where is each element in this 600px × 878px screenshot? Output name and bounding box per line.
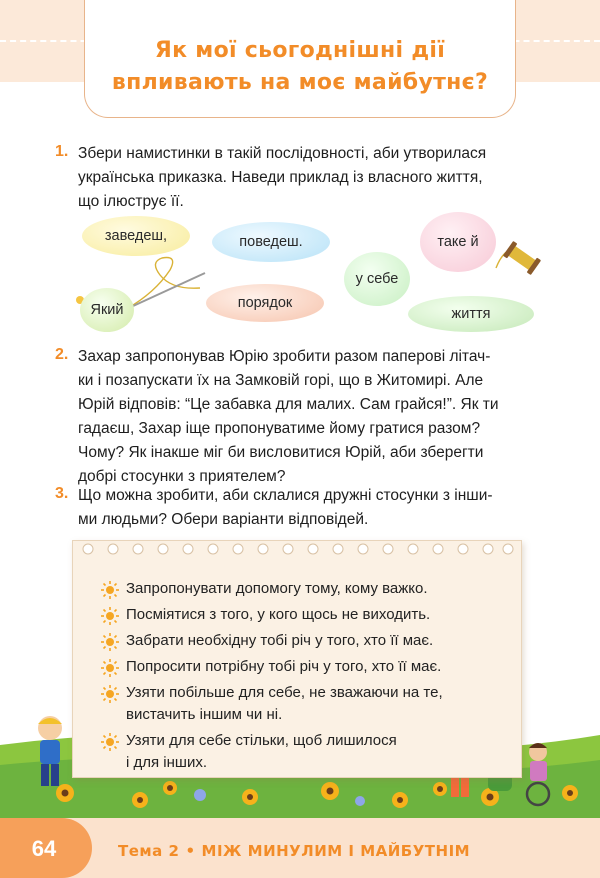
bead-label: заведеш, (104, 228, 168, 244)
bead-zhyttya[interactable] (408, 296, 534, 332)
bead-povedesh[interactable] (212, 222, 330, 262)
bead-poryadok[interactable] (206, 284, 324, 322)
bead-take[interactable] (420, 212, 496, 272)
topic-title (118, 842, 470, 860)
task-1-number: 1. (55, 143, 69, 160)
sun-bullet-icon (100, 632, 120, 652)
sun-bullet-icon (100, 732, 120, 752)
title-line-1: Як мої сьогоднішні дії (154, 38, 446, 63)
answer-option-text: Посміятися з того, у кого щось не виходить. (126, 606, 431, 623)
page-number: 64 (31, 836, 57, 861)
sun-bullet-icon (100, 684, 120, 704)
sun-bullet-icon (100, 658, 120, 678)
spool-icon (503, 241, 541, 275)
task-2-line: гадаєш, Захар іще пропонуватиме йому гратися разом? (78, 420, 481, 437)
task-2-line: Захар запропонував Юрію зробити разом паперові літач- (78, 348, 491, 365)
answer-option-text (126, 682, 443, 726)
task-1-line: українська приказка. Наведи приклад із власного життя, (78, 169, 483, 186)
bead-label: у себе (355, 271, 399, 287)
title-line-2: впливають на моє майбутнє? (111, 70, 489, 95)
sun-bullet-icon (100, 606, 120, 626)
answer-option-text: Забрати необхідну тобі річ у того, хто її має. (126, 632, 434, 649)
answer-option-3[interactable] (100, 630, 500, 652)
answer-option-5[interactable] (100, 682, 500, 726)
bead-label: поведеш. (239, 234, 303, 250)
answer-option-line: вистачить іншим чи ні. (126, 706, 283, 723)
topic-part-2: МІЖ МИНУЛИМ І МАЙБУТНІМ (201, 842, 471, 860)
bead-zavedesh[interactable] (82, 216, 190, 256)
task-2-number: 2. (55, 346, 69, 363)
answer-option-line: і для інших. (126, 754, 207, 771)
task-2-line: Чому? Як інакше міг би висловитися Юрій, аби зберегти (78, 444, 484, 461)
topic-part-1: Тема 2 (118, 842, 180, 860)
task-3-text (78, 484, 552, 532)
answer-option-1[interactable] (100, 578, 500, 600)
sun-bullet-icon (100, 580, 120, 600)
bead-label: порядок (237, 295, 293, 311)
task-2-text (78, 345, 552, 489)
task-3-number: 3. (55, 485, 69, 502)
answer-option-line: Узяти побільше для себе, не зважаючи на те, (126, 684, 443, 701)
bead-yakyi[interactable] (80, 288, 134, 332)
bead-label: життя (451, 306, 491, 322)
answer-option-text: Запропонувати допомогу тому, кому важко. (126, 580, 428, 597)
task-1-line: що ілюструє її. (78, 193, 184, 210)
task-2-line: добрі стосунки з приятелем? (78, 468, 286, 485)
answer-option-line: Узяти для себе стільки, щоб лишилося (126, 732, 397, 749)
task-2-line: ки і позапускати їх на Замковій горі, що в Житомирі. Але (78, 372, 484, 389)
answer-option-text: Попросити потрібну тобі річ у того, хто її має. (126, 658, 442, 675)
boy-left-illustration (28, 712, 72, 792)
answer-option-text (126, 730, 397, 774)
bead-label: Який (90, 302, 124, 318)
topic-separator: • (185, 842, 196, 860)
bead-label: таке й (437, 234, 479, 250)
answer-option-4[interactable] (100, 656, 500, 678)
task-1-line: Збери намистинки в такій послідовності, аби утворилася (78, 145, 487, 162)
task-3-line: ми людьми? Обери варіанти відповідей. (78, 511, 369, 528)
task-2-line: Юрій відповів: “Це забавка для малих. Сам грайся!”. Як ти (78, 396, 499, 413)
bead-ysebe[interactable] (344, 252, 410, 306)
task-3-line: Що можна зробити, аби склалися дружні стосунки з інши- (78, 487, 493, 504)
card-holes (78, 542, 518, 556)
answer-option-2[interactable] (100, 604, 500, 626)
answer-option-6[interactable] (100, 730, 500, 774)
